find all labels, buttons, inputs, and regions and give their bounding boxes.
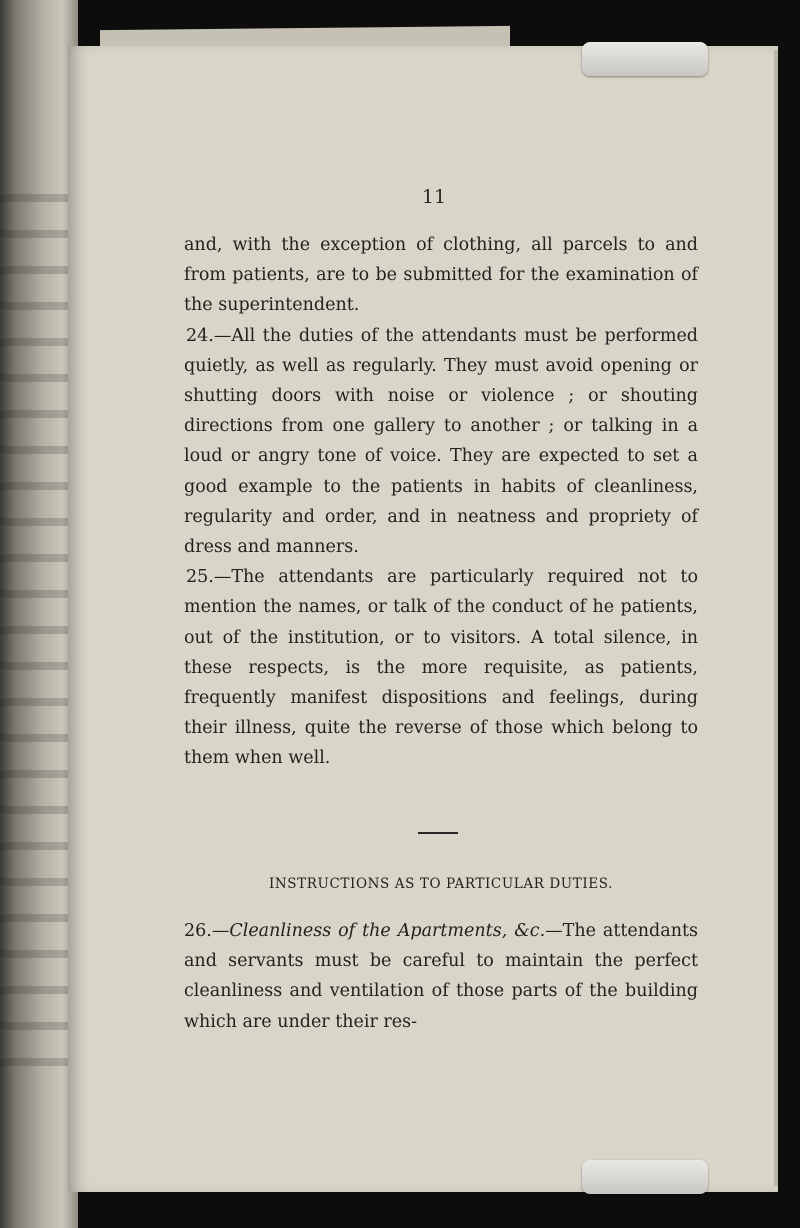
page-edge <box>774 50 778 1186</box>
page-number: 11 <box>421 186 447 208</box>
left-page-bleed-text <box>0 180 72 1080</box>
paragraph-continuation: and, with the exception of clothing, all parcels to and from patients, are to be submitted for the examination of the superintendent. <box>184 235 698 316</box>
paragraph-26-suffix: &c. <box>507 921 546 941</box>
paragraph-26-number: 26.— <box>184 921 230 941</box>
paragraph-25: 25.—The attendants are particularly required not to mention the names, or talk of the conduct of he patients, out of the institution, or to visitors. A total silence, in these respects, is the more requisite, as patients, frequently manifest dispositions and feelings, during their illness, quite the reverse of those which belong to them when well. <box>184 567 698 769</box>
paragraph-24: 24.—All the duties of the attendants must be performed quietly, as well as regularly. They must avoid opening or shutting doors with noise or violence ; or shouting directions from one gallery to another ; or talking in a loud or angry tone of voice. They are expected to set a good example to the patients in habits of cleanliness, regularity and order, and in neatness and propriety of dress and manners. <box>184 325 698 558</box>
paragraph-26-text: —The attendants and servants must be careful to maintain the perfect cleanliness and ventilation of those parts of the building which are under their res- <box>184 921 698 1032</box>
body-text-top <box>184 230 698 774</box>
section-heading: INSTRUCTIONS AS TO PARTICULAR DUTIES. <box>268 876 614 892</box>
body-text-bottom <box>184 916 698 1037</box>
paragraph-26-title: Cleanliness of the Apartments, <box>229 921 508 941</box>
paragraph-26 <box>184 916 698 1037</box>
bottom-clip <box>582 1160 708 1194</box>
section-divider <box>418 832 458 834</box>
top-clip <box>582 42 708 76</box>
